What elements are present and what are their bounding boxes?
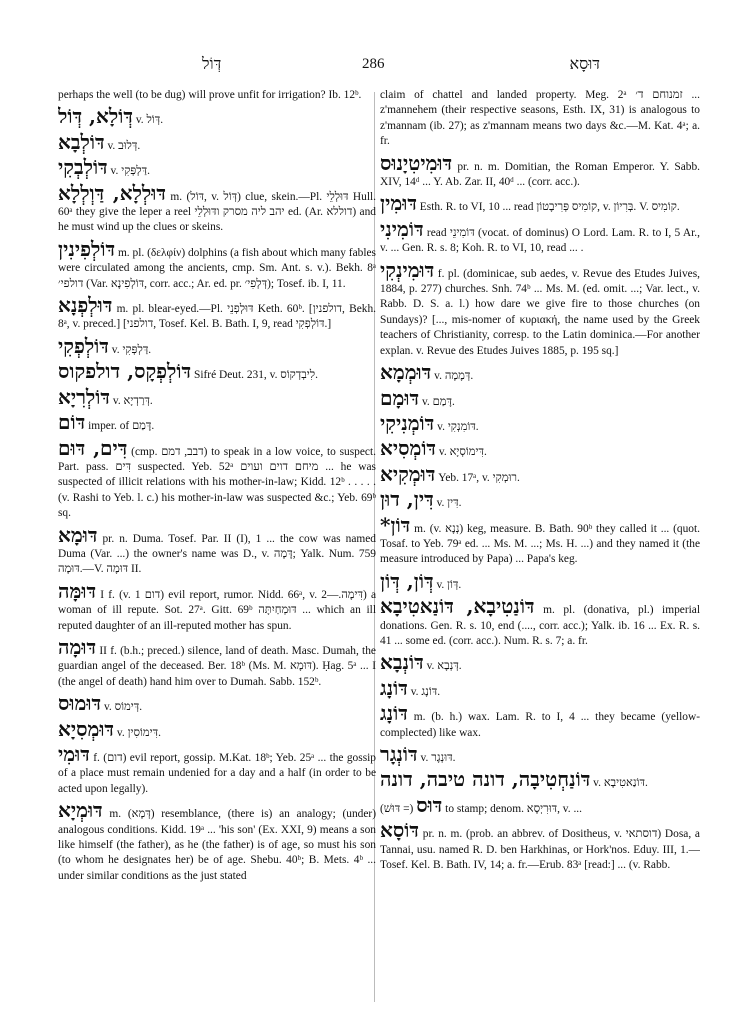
- entry-text: m. pl. blear-eyed.—Pl. דּוּלְפְנֵי Keth. 60ᵇ. [דולפנין, Bekh. 8ᵃ, v. preced.] [דולפני, Tosef. Kel. B. Bath. I, 9, read דּוֹלְפְקִי.]: [58, 303, 376, 331]
- headword: *דּוֹן: [380, 512, 411, 537]
- entry-text: v. דְּנְבָא.: [426, 660, 462, 673]
- headword: דְּוֹן, דְּוֹן: [380, 568, 434, 593]
- entry-text: v. דִּימוֹסְיָא.: [438, 446, 487, 459]
- headword: דּוּמָּה: [58, 578, 97, 603]
- headword: דּוּס: [416, 792, 443, 817]
- dictionary-entry: [380, 411, 700, 435]
- dictionary-entry: [58, 237, 376, 292]
- dictionary-entry: [380, 701, 700, 741]
- headword: דּוֹנָג: [380, 701, 408, 726]
- headword: דּוֹלְפְקִי: [58, 333, 109, 358]
- entry-text: v. דּוֹנַאטִיבָא.: [593, 777, 648, 790]
- entry-text: v. דַּלְפְּקִי.: [111, 343, 152, 356]
- entry-text: v. דְּלוּב.: [107, 139, 141, 152]
- headword: דְּוֹלָא, דְּוֹל: [58, 104, 133, 129]
- headword: דּוֹמִינִי: [380, 216, 424, 241]
- dictionary-entry: [380, 360, 700, 384]
- entry-text: v. דְּימוֹס.: [103, 701, 143, 714]
- dictionary-entry: [58, 436, 376, 522]
- entry-text: v. דּוֹמִנְקִי.: [437, 420, 479, 433]
- headword: דּוּמִין: [380, 191, 417, 216]
- dictionary-entry: [380, 742, 700, 766]
- dictionary-entry: [380, 818, 700, 873]
- headword: דּוֹלְפְקָס, דולפקוס: [58, 359, 192, 384]
- headword: דּוֹלְרִיָא: [58, 384, 111, 409]
- dictionary-entry: [380, 191, 700, 215]
- dictionary-entry: [58, 410, 376, 434]
- dictionary-entry: [380, 767, 700, 791]
- dictionary-entry: [58, 181, 376, 236]
- headword: דּוֹלְבְקִי: [58, 155, 108, 180]
- headword: דּוּמָם: [380, 385, 420, 410]
- dictionary-entry: [58, 104, 376, 128]
- headword: דּוּמְקִיא: [380, 461, 436, 486]
- dictionary-entry: [380, 676, 700, 700]
- entry-text: v. דִּימוֹסִין.: [116, 726, 161, 739]
- headword: דּוּמְמָא: [380, 360, 432, 385]
- entry-text: perhaps the well (to be dug) will prove unfit for irrigation? Ib. 12ᵇ.: [58, 89, 362, 101]
- headword: דּוֹנַטִיבָא, דּוֹנַאטִיבָא: [380, 594, 535, 619]
- entry-text: m. pl. (donativa, pl.) imperial donations. Gen. R. s. 10, end (...., corr. acc.); Yalk. ib. 16 ... Ex. R. s. 41 ... some ed. (corr. acc.). Num. R. s. 7; a. fr.: [380, 604, 700, 647]
- entry-text: Sifré Deut. 231, v. לִיבְדְקוֹס.: [194, 369, 318, 382]
- entry-text: v. דּוֹנָג.: [410, 685, 441, 698]
- dictionary-entry: [58, 130, 376, 154]
- dictionary-entry: [58, 155, 376, 179]
- entry-text: pr. n. m. Domitian, the Roman Emperor. Y. Sabb. XIV, 14ᵈ ... Y. Ab. Zar. II, 40ᵈ ... (corr. acc.).: [380, 160, 700, 189]
- headword: דּוּמָא: [58, 522, 98, 547]
- dictionary-entry: [380, 594, 700, 649]
- headword: דּוּמִינְקִי: [380, 257, 435, 282]
- headword: דּוֹלְפִינִין: [58, 236, 116, 261]
- running-head-left: דְּוֹל: [202, 56, 222, 73]
- entry-text: v. דַּלְפְּקִי.: [110, 165, 150, 178]
- dictionary-entry: [380, 650, 700, 674]
- entry-text: (= דּוּשׁ) to stamp; denom. דּוּרִיְסָא, v. ...: [380, 802, 582, 815]
- headword: דּוּמָה: [58, 634, 97, 659]
- dictionary-entry: [380, 258, 700, 359]
- dictionary-entry: [58, 635, 376, 690]
- entry-text: m. pl. (δελφίν) dolphins (a fish about which many fables were circulated among the ancients, cmp. Sm. Ant. s. v.). Bekh. 8ᵃ דולפי׳ (Var. דּוֹלְפִינָא, corr. acc.; Ar. ed. pr. דְּלְפִי׳); Tosef. ib. I, 11.: [58, 246, 376, 290]
- left-column: [58, 88, 376, 1003]
- entry-text: I f. (v. דום 1) evil report, rumor. Nidd. 66ᵃ, v. דִּימָה.—2) a woman of ill repute. Sot. 27ᵃ. Gitt. 69ᵇ דּוּמְחַיִתָּה ... which an ill reputed daughter of an ill-reputed mother has spun.: [58, 588, 376, 632]
- headword: דּוּלְפְנָא: [58, 293, 113, 318]
- entry-text: v. דּוּנְגָר.: [420, 752, 456, 764]
- entry-text: v. דָּמַם.: [421, 395, 455, 408]
- headword: דּוֹמְסִיא: [380, 436, 437, 461]
- entry-text: f. pl. (dominicae, sub aedes, v. Revue des Etudes Juives, 1884, p. 277) churches. Snh. 74ᵇ ... Ms. M. (ed. omit. ...; Var. lect., v. Rabb. D. S. a. l.) how dare we give fire to those churches (on Sundays)? [..., mis-nomer of κυριακή, the name used by the Greek teachers of Christianity, corresp. to the Latin dominica.—For another explan. v. Revue des Etudes Juives 1885, p. 195 sq.]: [380, 267, 700, 357]
- dictionary-entry: [58, 717, 376, 741]
- dictionary-entry: [380, 217, 700, 257]
- headword: דּוּמִי: [58, 742, 90, 766]
- entry-text: m. (דְּמָא) resemblance, (there is) an analogy; (under) analogous conditions. Kidd. 19ᵃ ... 'his son' (Ex. XXI, 9) means a son like himself (the father), as he (the father) is of age, so must his son (to whom he designates her) be of age. Shebu. 40ᵇ; B. Mets. 4ᵇ ... under similar conditions as the just stated: [58, 808, 376, 882]
- entry-text: m. (v. נְנָא) keg, measure. B. Bath. 90ᵇ they called it ... (quot. Tosaf. to Yeb. 79ᵃ ed. ... Ms. M. ...; Ms. H. ...) and they named it (the measure introduced by Papa) ... Papa's keg.: [380, 522, 700, 566]
- headword: דּוּמִיטִיָנוּס: [380, 150, 453, 175]
- entry-text: v. דְּוֹל.: [135, 114, 164, 127]
- page-header: [60, 56, 692, 78]
- entry-text: v. דְּמָמָה.: [434, 370, 474, 383]
- headword: דּוֹנָג: [380, 675, 408, 700]
- dictionary-entry: [58, 742, 376, 797]
- dictionary-entry: [58, 691, 376, 715]
- entry-text: m. (b. h.) wax. Lam. R. to I, 4 ... they became (yellow-complected) like wax.: [380, 711, 700, 739]
- headword: דּוּמְיָא: [58, 798, 103, 823]
- headword: דּוֹנְבָא: [380, 650, 424, 675]
- running-head-right: דּוּסָא: [569, 56, 600, 73]
- entry-text: v. דְּרַדְיָא.: [112, 394, 153, 407]
- dictionary-entry: [58, 359, 376, 383]
- entry-text: Esth. R. to VI, 10 ... read קוֹמִיס פְּרִיבָטוֹן, v. בְּרִיוֹן. V. קוֹמִיס.: [419, 201, 680, 214]
- headword: דּוֹלְבָא: [58, 129, 105, 154]
- entry-text: v. דִּין.: [436, 497, 462, 510]
- dictionary-entry: [58, 293, 376, 333]
- headword: דִּין, דוּן: [380, 487, 434, 512]
- headword: דּוֹם: [58, 410, 86, 435]
- dictionary-entry: [380, 793, 700, 817]
- headword: דּוֹנַחְטִיבָה, דונה טיבה, דונה: [380, 767, 591, 792]
- dictionary-entry: [380, 513, 700, 568]
- entry-text: f. (דום) evil report, gossip. M.Kat. 18ᵇ; Yeb. 25ᵃ ... the gossip of a place must remain undenied for a day and a half (in order to be acted upon legally).: [58, 752, 376, 795]
- dictionary-entry: [380, 462, 700, 486]
- entry-text: read דּוֹמִינֵי (vocat. of dominus) O Lord. Lam. R. to I, 5 Ar., v. ... Gen. R. s. 8; Koh. R. to VI, 10, read ... .: [380, 226, 700, 255]
- dictionary-entry: [380, 88, 700, 150]
- page-number: 286: [362, 56, 385, 72]
- entry-text: claim of chattel and landed property. Meg. 2ᵃ זמנוחם ד׳ ... z'mannehem (their respective seasons, Esth. IX, 31) is analogous to z'mannam (ib. 27); as z'mannam means two days &c.—M. Kat. 4ᵃ; a. fr.: [380, 89, 700, 148]
- entry-text: (cmp. דבב, דמם) to speak in a low voice, to suspect. Part. pass. דִּים suspected. Yeb. 52ᵃ מיחם דוים ועוים ... he was suspected of illicit relations with his mother-in-law; Kidd. 12ᵇ . . . . . (v. Rashi to Yeb. l. c.) his mother-in-law was suspected &c.; Yeb. 69ᵇ sq.: [58, 445, 376, 520]
- dictionary-entry: [58, 88, 376, 103]
- dictionary-entry: [58, 523, 376, 578]
- entry-text: pr. n. m. (prob. an abbrev. of Dositheus, v. דוסתאי) Dosa, a Tannai, usu. named R. D. ben Harkhinas, or Hork'nos. Eduy. III, 1.—Tosef. Kel. B. Bath. IV, 14; a. fr.—Erub. 83ᵃ [read:] ... (v. Rabb.: [380, 828, 700, 872]
- dictionary-entry: [58, 385, 376, 409]
- headword: דּוּמוּס: [58, 691, 102, 716]
- dictionary-entry: [380, 436, 700, 460]
- headword: דִּים, דּוּם: [58, 435, 128, 460]
- entry-text: m. (דּוֹל, v. דְּוֹל) clue, skein.—Pl. דּוּלְלֵי Hull. 60ᵃ they give the leper a reel יהב ליה מסרק ודּוּלְלֵי ed. (Ar. דוללא) and he must wind up the clues or skeins.: [58, 190, 376, 234]
- dictionary-entry: [58, 798, 376, 884]
- entry-text: imper. of דָּמַם.: [88, 420, 155, 433]
- dictionary-entry: [58, 579, 376, 634]
- entry-text: pr. n. Duma. Tosef. Par. II (I), 1 ... the cow was named Duma (Var. ...) the owner's name was D., v. דָּמָה; Yalk. Num. 759 דּוּמָה.—V. דּוּמָה II.: [58, 532, 376, 576]
- headword: דּוֹנְגָר: [380, 742, 418, 766]
- entry-text: II f. (b.h.; preced.) silence, land of death. Masc. Dumah, the guardian angel of the deceased. Ber. 18ᵇ (Ms. M. דּוּמָא). Ḥag. 5ᵃ ... I (the angel of death) hand him over to Dumah. Sabb. 152ᵇ.: [58, 644, 376, 688]
- entry-text: Yeb. 17ᵃ, v. רוּמְקִי.: [438, 471, 520, 484]
- dictionary-entry: [380, 487, 700, 511]
- dictionary-entry: [380, 386, 700, 410]
- headword: דּוּמְסִיָא: [58, 716, 115, 741]
- entry-text: v. דְּוֹן.: [436, 578, 462, 591]
- headword: דּוֹסָא: [380, 818, 419, 843]
- headword: דּוֹמְנִיקִי: [380, 410, 435, 435]
- dictionary-entry: [380, 151, 700, 191]
- right-column: [380, 88, 700, 1003]
- dictionary-entry: [380, 569, 700, 593]
- dictionary-entry: [58, 334, 376, 358]
- headword: דּוּלְלָא, דַּוְלְלָא: [58, 180, 167, 205]
